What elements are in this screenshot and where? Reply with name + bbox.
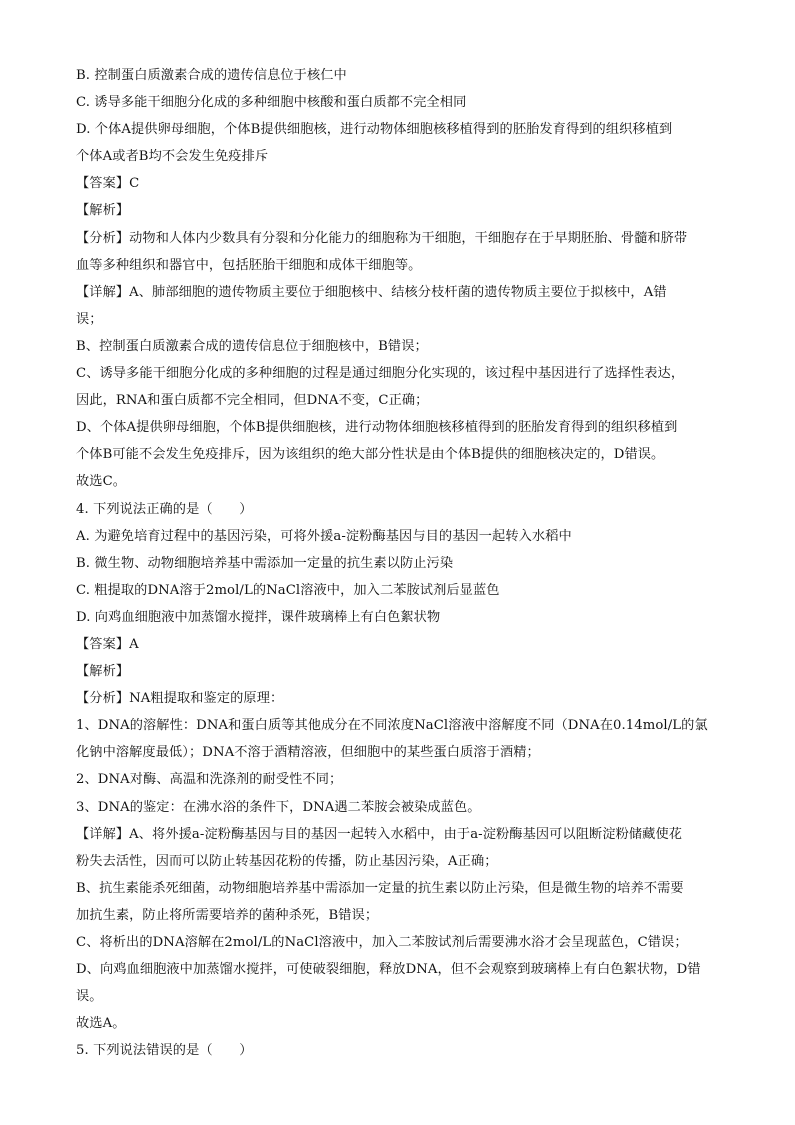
option-line: D. 个体A提供卵母细胞，个体B提供细胞核，进行动物体细胞核移植得到的胚胎发育得到的组织移植到 — [76, 122, 673, 138]
option-line: A. 为避免培育过程中的基因污染，可将外援a-淀粉酶基因与目的基因一起转入水稻中 — [76, 528, 572, 544]
option-line: C. 诱导多能干细胞分化成的多种细胞中核酸和蛋白质都不完全相同 — [76, 95, 467, 111]
question-stem: 4. 下列说法正确的是（ ） — [76, 501, 253, 517]
option-line: C. 粗提取的DNA溶于2mol/L的NaCl溶液中，加入二苯胺试剂后显蓝色 — [76, 582, 500, 598]
option-line: B. 微生物、动物细胞培养基中需添加一定量的抗生素以防止污染 — [76, 555, 454, 571]
option-line: 个体A或者B均不会发生免疫排斥 — [76, 149, 269, 165]
analysis-line: 【解析】 — [76, 664, 130, 680]
analysis-line: 血等多种组织和器官中，包括胚胎干细胞和成体干细胞等。 — [76, 257, 422, 273]
option-line: B. 控制蛋白质激素合成的遗传信息位于核仁中 — [76, 68, 347, 83]
answer-line: 【答案】A — [76, 636, 139, 652]
analysis-line: 3、DNA的鉴定：在沸水浴的条件下，DNA遇二苯胺会被染成蓝色。 — [76, 799, 481, 815]
analysis-line: 因此，RNA和蛋白质都不完全相同，但DNA不变，C正确； — [76, 393, 429, 409]
analysis-line: C、将析出的DNA溶解在2mol/L的NaCl溶液中，加入二苯胺试剂后需要沸水浴才会呈现蓝色，C错误； — [76, 935, 688, 950]
analysis-line: C、诱导多能干细胞分化成的多种细胞的过程是通过细胞分化实现的，该过程中基因进行了选择性表达， — [76, 366, 685, 382]
analysis-line: 【分析】NA粗提取和鉴定的原理： — [76, 691, 284, 707]
analysis-line: 误。 — [76, 989, 103, 1005]
analysis-line: 【详解】A、肺部细胞的遗传物质主要位于细胞核中、结核分枝杆菌的遗传物质主要位于拟核中，A错 — [76, 284, 667, 300]
analysis-line: 故选A。 — [76, 1016, 126, 1032]
analysis-line: 故选C。 — [76, 474, 127, 490]
analysis-line: 误； — [76, 311, 103, 327]
analysis-line: D、向鸡血细胞液中加蒸馏水搅拌，可使破裂细胞，释放DNA，但不会观察到玻璃棒上有白色絮状物，D错 — [76, 962, 701, 978]
analysis-line: 【解析】 — [76, 203, 130, 219]
analysis-line: D、个体A提供卵母细胞，个体B提供细胞核，进行动物体细胞核移植得到的胚胎发育得到的组织移植到 — [76, 420, 678, 436]
analysis-line: 个体B可能不会发生免疫排斥，因为该组织的绝大部分性状是由个体B提供的细胞核决定的，D错误。 — [76, 447, 665, 463]
analysis-line: 粉失去活性，因而可以防止转基因花粉的传播，防止基因污染，A正确； — [76, 853, 498, 869]
analysis-line: 【详解】A、将外援a-淀粉酶基因与目的基因一起转入水稻中，由于a-淀粉酶基因可以阻断淀粉储藏使花 — [76, 826, 683, 842]
answer-line: 【答案】C — [76, 176, 140, 192]
analysis-line: B、抗生素能杀死细菌，动物细胞培养基中需添加一定量的抗生素以防止污染，但是微生物的培养不需要 — [76, 880, 684, 896]
analysis-line: 1、DNA的溶解性：DNA和蛋白质等其他成分在不同浓度NaCl溶液中溶解度不同（DNA在0.14mol/L的氯 — [76, 718, 708, 734]
analysis-line: 化钠中溶解度最低）；DNA不溶于酒精溶液，但细胞中的某些蛋白质溶于酒精； — [76, 745, 540, 761]
analysis-line: 2、DNA对酶、高温和洗涤剂的耐受性不同； — [76, 772, 343, 788]
question-stem: 5. 下列说法错误的是（ ） — [76, 1043, 253, 1059]
analysis-line: 加抗生素，防止将所需要培养的菌种杀死，B错误； — [76, 907, 379, 923]
option-line: D. 向鸡血细胞液中加蒸馏水搅拌，课件玻璃棒上有白色絮状物 — [76, 609, 441, 625]
analysis-line: 【分析】动物和人体内少数具有分裂和分化能力的细胞称为干细胞，干细胞存在于早期胚胎、骨髓和脐带 — [76, 230, 688, 246]
analysis-line: B、控制蛋白质激素合成的遗传信息位于细胞核中，B错误； — [76, 338, 428, 354]
